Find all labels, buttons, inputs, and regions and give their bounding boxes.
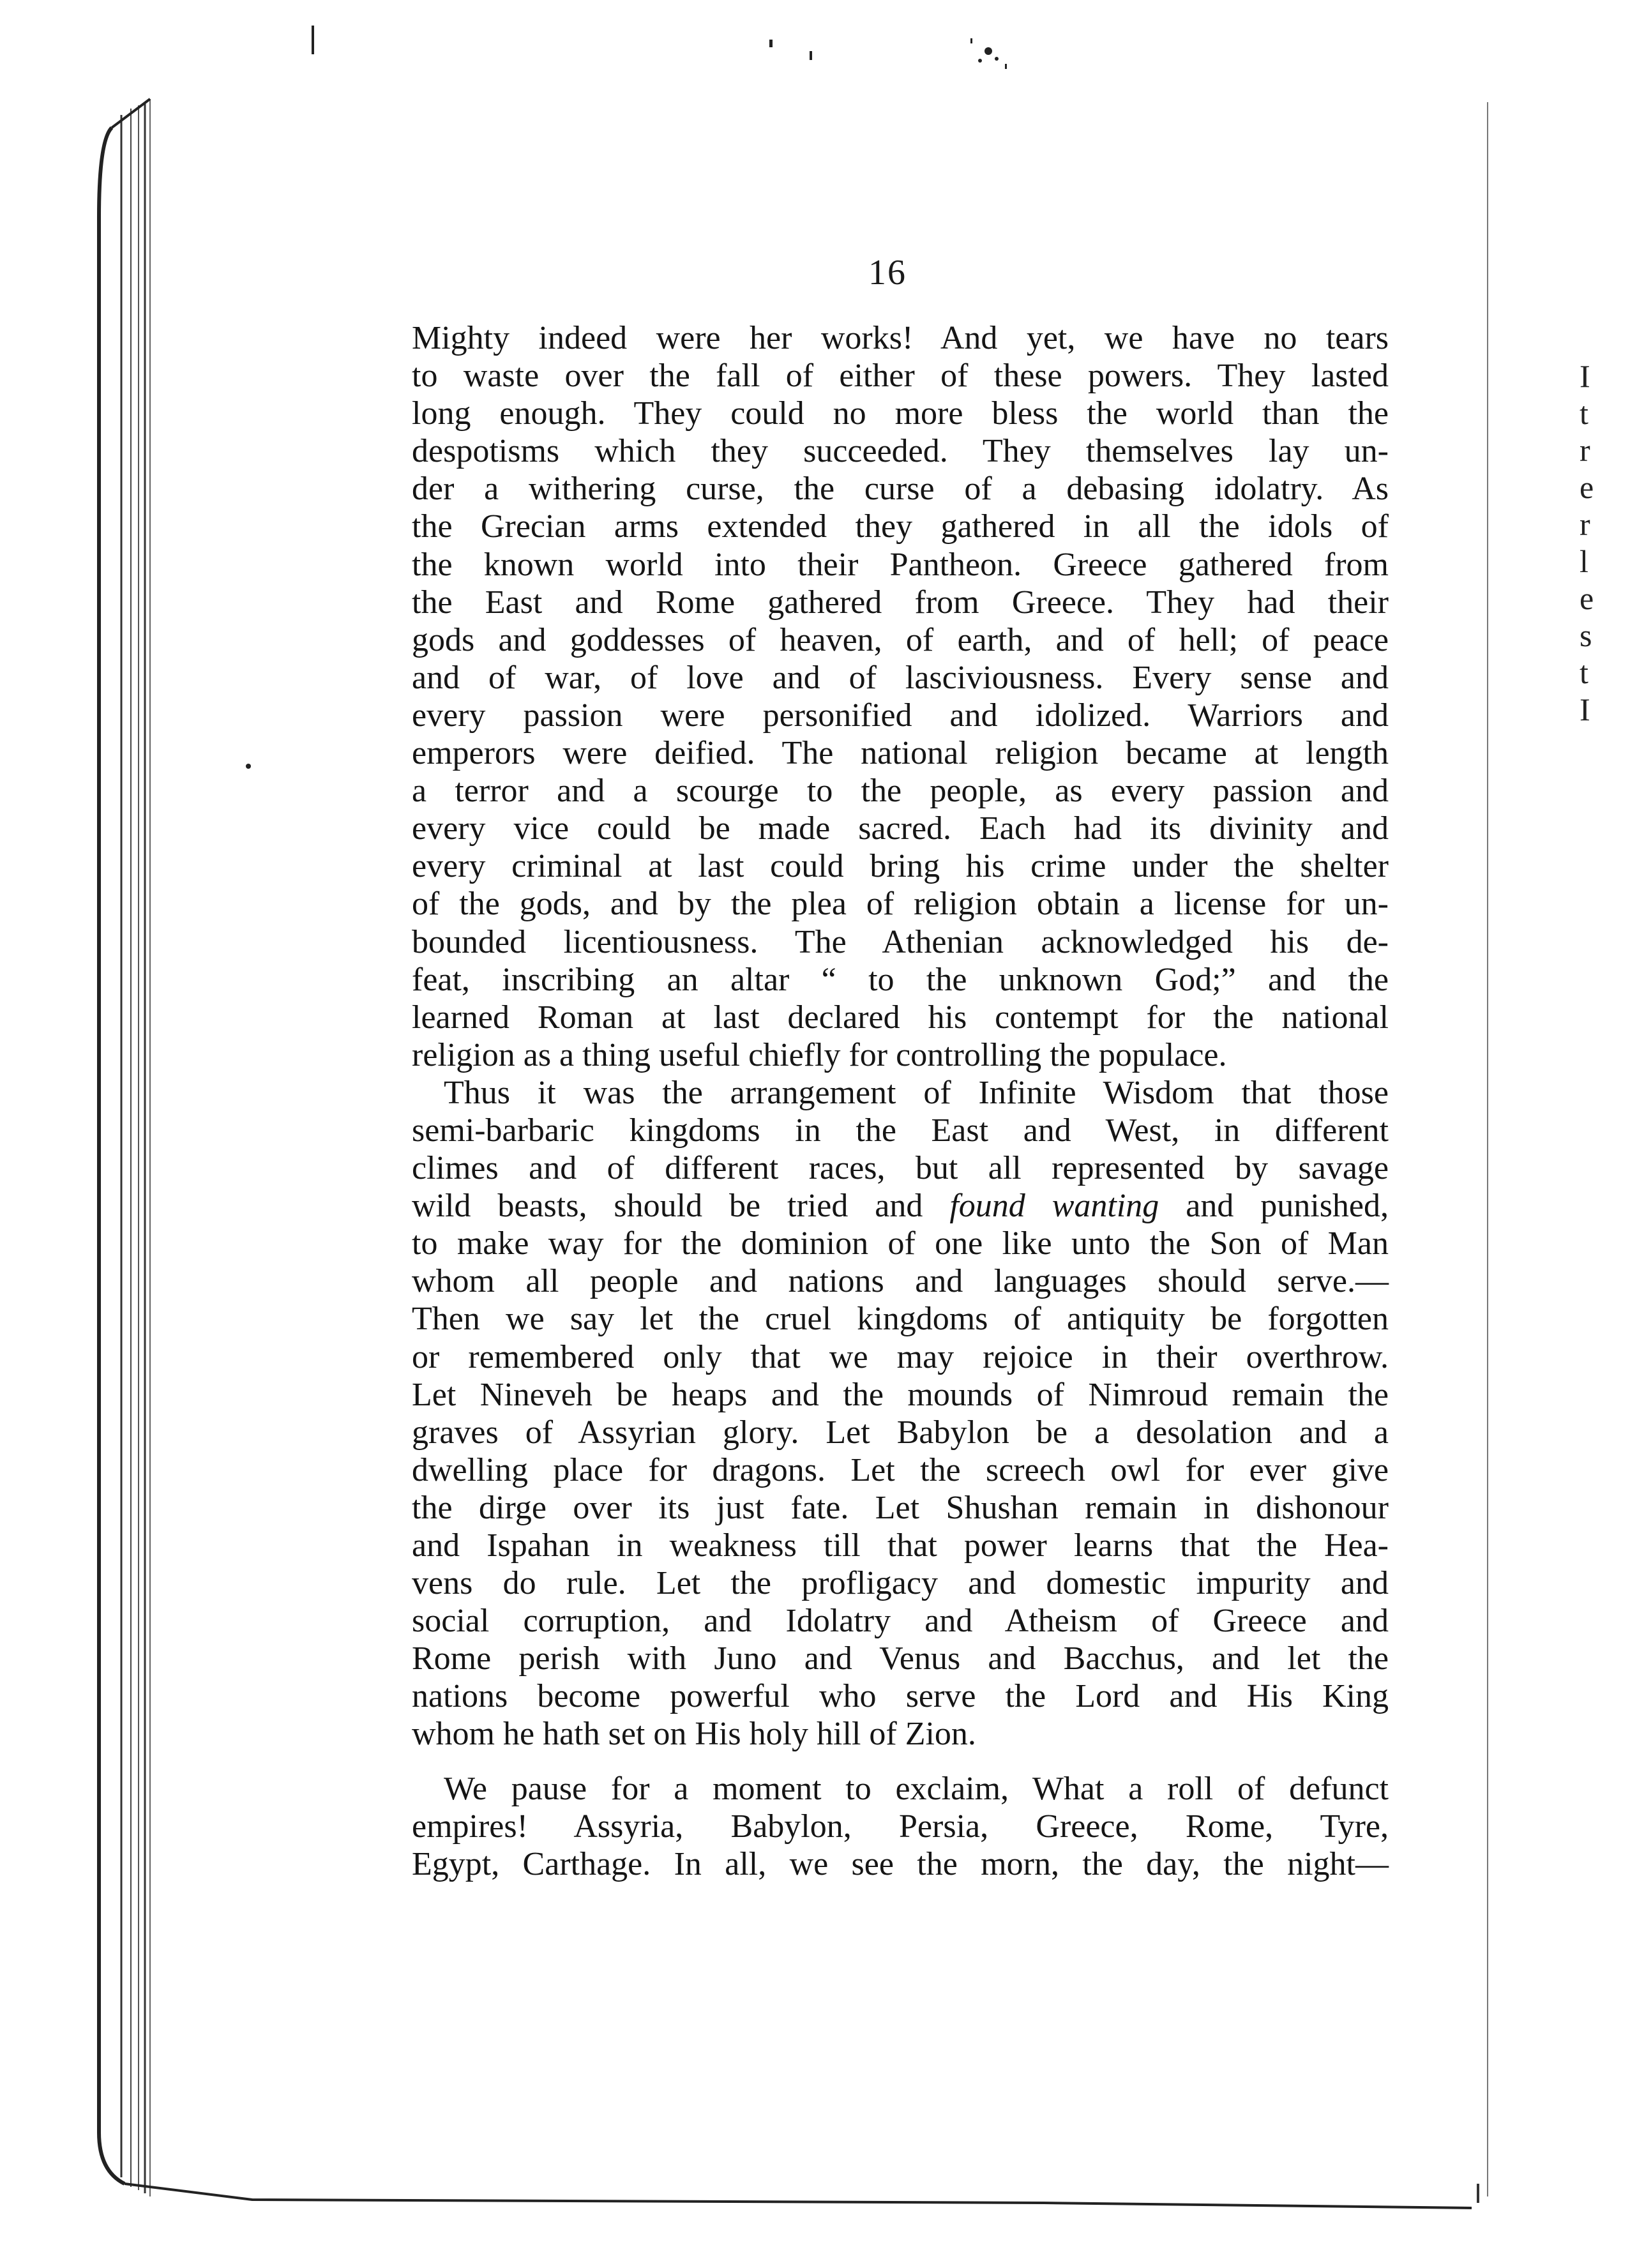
text-line: Thus it was the arrangement of Infinite Wisdom that those	[444, 1074, 1389, 1111]
text-run: and punished,	[1186, 1188, 1389, 1225]
text-line: of the gods, and by the plea of religion obtain a license for un-	[412, 886, 1389, 923]
text-line: and Ispahan in weakness till that power learns that the Hea-	[412, 1527, 1389, 1564]
text-line: and of war, of love and of lasciviousness. Every sense and	[412, 659, 1389, 696]
text-line: bounded licentiousness. The Athenian acknowledged his de-	[412, 923, 1389, 960]
text-line: the East and Rome gathered from Greece. They had their	[412, 584, 1389, 621]
text-line: despotisms which they succeeded. They themselves lay un-	[412, 433, 1389, 470]
text-line: to make way for the dominion of one like unto the Son of Man	[412, 1225, 1389, 1262]
paragraph-gap	[412, 1753, 1389, 1770]
facing-page-letter: t	[1580, 395, 1588, 431]
text-line: feat, inscribing an altar “ to the unknown God;” and the	[412, 961, 1389, 998]
body-text	[412, 319, 1389, 1883]
text-line: the dirge over its just fate. Let Shushan remain in dishonour	[412, 1489, 1389, 1526]
text-line: every criminal at last could bring his crime under the shelter	[412, 848, 1389, 885]
text-line: religion as a thing useful chiefly for controlling the populace.	[412, 1036, 1227, 1073]
text-line: every vice could be made sacred. Each had its divinity and	[412, 810, 1389, 847]
text-line: long enough. They could no more bless the world than the	[412, 395, 1389, 432]
text-line: nations become powerful who serve the Lord and His King	[412, 1678, 1389, 1715]
text-line: to waste over the fall of either of these powers. They lasted	[412, 358, 1389, 395]
facing-page-letter: I	[1580, 358, 1590, 394]
facing-page-letter: t	[1580, 654, 1588, 690]
text-line: every passion were personified and idolized. Warriors and	[412, 697, 1389, 734]
text-line: the Grecian arms extended they gathered in all the idols of	[412, 508, 1389, 545]
text-line: vens do rule. Let the profligacy and domestic impurity and	[412, 1565, 1389, 1602]
text-line: Then we say let the cruel kingdoms of antiquity be forgotten	[412, 1301, 1389, 1338]
text-line: learned Roman at last declared his contempt for the national	[412, 999, 1389, 1036]
facing-page-letter: s	[1580, 617, 1592, 653]
text-line: semi-barbaric kingdoms in the East and West, in different	[412, 1112, 1389, 1149]
text-line: dwelling place for dragons. Let the screech owl for ever give	[412, 1451, 1389, 1488]
text-line: or remembered only that we may rejoice in their overthrow.	[412, 1338, 1389, 1375]
text-line: climes and of different races, but all represented by savage	[412, 1150, 1389, 1187]
text-line: Rome perish with Juno and Venus and Bacchus, and let the	[412, 1640, 1389, 1677]
text-line: der a withering curse, the curse of a debasing idolatry. As	[412, 471, 1389, 508]
facing-page-letter: r	[1580, 432, 1590, 468]
facing-page-letter: r	[1580, 506, 1590, 542]
facing-page-letter: I	[1580, 692, 1590, 727]
text-line: Let Nineveh be heaps and the mounds of Nimroud remain the	[412, 1376, 1389, 1413]
text-line: social corruption, and Idolatry and Atheism of Greece and	[412, 1603, 1389, 1640]
text-line: a terror and a scourge to the people, as every passion and	[412, 773, 1389, 810]
facing-page-letter: l	[1580, 543, 1588, 579]
facing-page-fragments	[1580, 358, 1611, 728]
text-line: Egypt, Carthage. In all, we see the morn, the day, the night—	[412, 1845, 1389, 1882]
facing-page-letter: e	[1580, 580, 1594, 616]
text-line: empires! Assyria, Babylon, Persia, Greece, Rome, Tyre,	[412, 1808, 1389, 1845]
text-line: emperors were deified. The national religion became at length	[412, 735, 1389, 772]
text-line: whom he hath set on His holy hill of Zion.	[412, 1716, 976, 1753]
text-line: the known world into their Pantheon. Greece gathered from	[412, 546, 1389, 583]
text-line-with-italic	[412, 1187, 1389, 1225]
text-line: graves of Assyrian glory. Let Babylon be a desolation and a	[412, 1414, 1389, 1451]
facing-page-letter: e	[1580, 469, 1594, 505]
text-line: whom all people and nations and languages should serve.—	[412, 1263, 1389, 1300]
page-number: 16	[868, 253, 907, 292]
text-line: We pause for a moment to exclaim, What a roll of defunct	[444, 1770, 1389, 1807]
stray-mark	[246, 764, 251, 769]
italic-phrase: found wanting	[949, 1188, 1159, 1225]
text-run: wild beasts, should be tried and	[412, 1188, 923, 1225]
text-line: gods and goddesses of heaven, of earth, and of hell; of peace	[412, 621, 1389, 658]
text-line: Mighty indeed were her works! And yet, we have no tears	[412, 320, 1389, 356]
